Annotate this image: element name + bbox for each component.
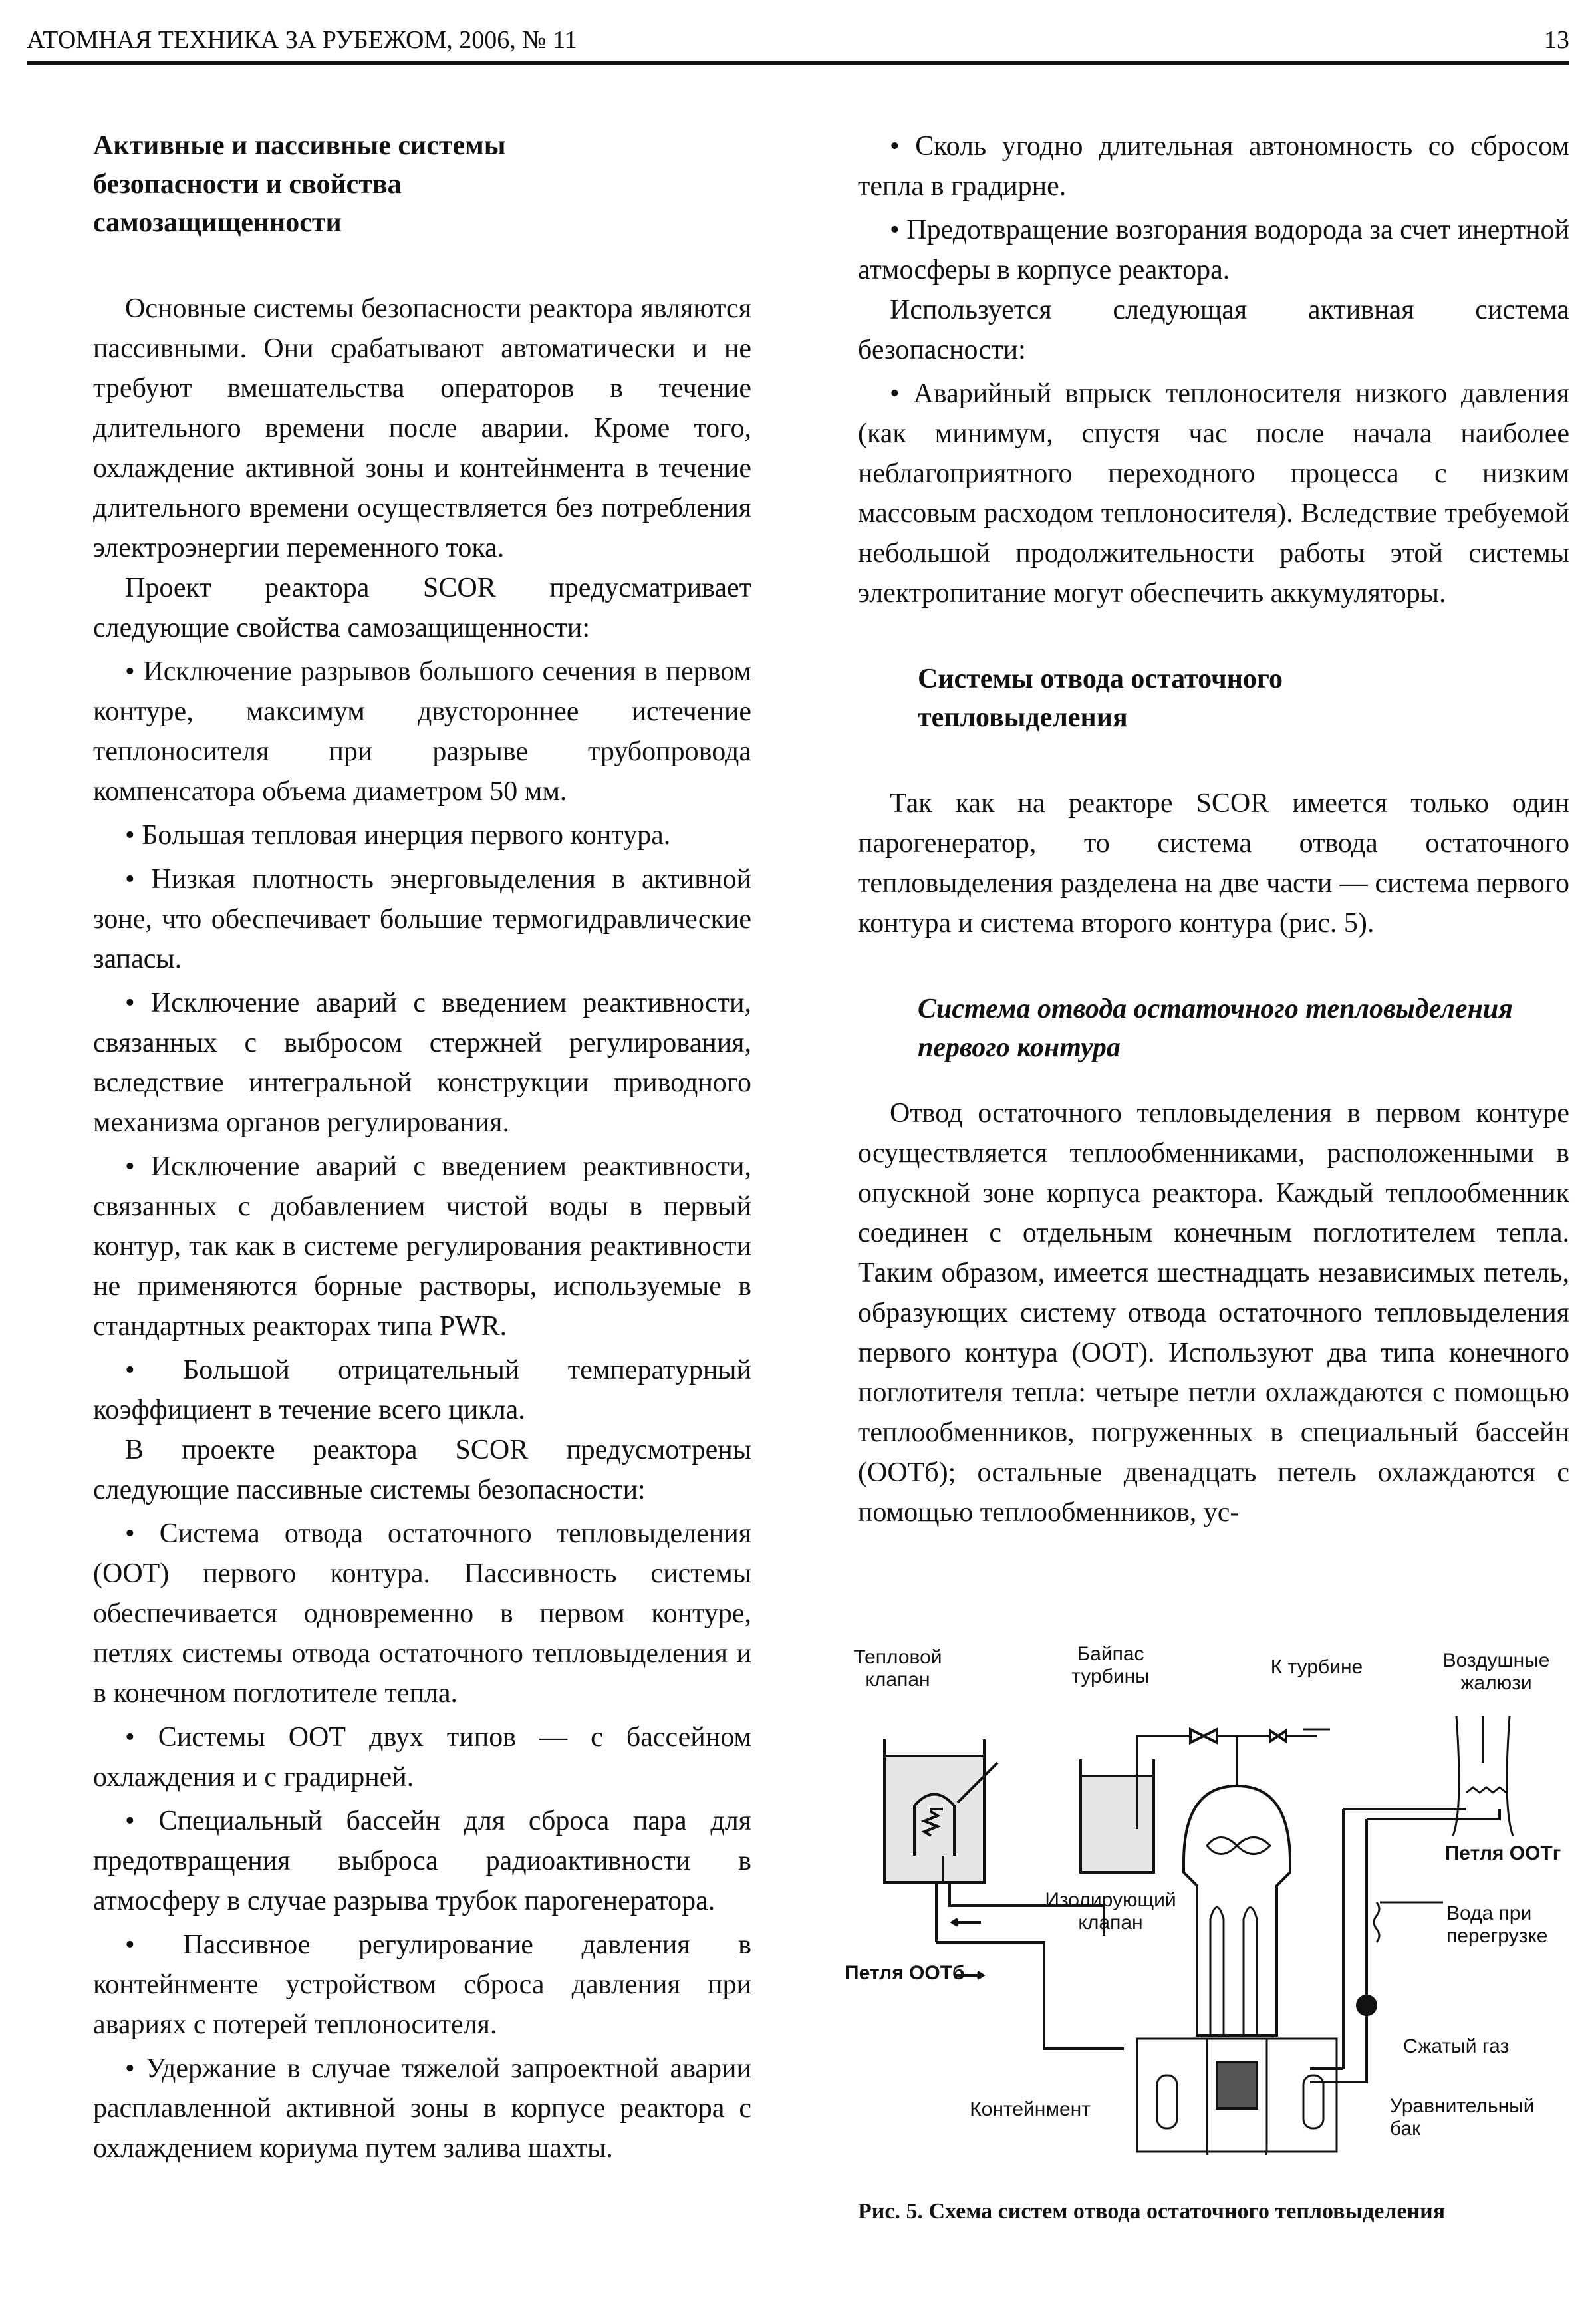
left-column: [93, 126, 751, 2168]
figure-caption: Рис. 5. Схема систем отвода остаточного тепловыделения: [858, 2199, 1446, 2224]
figure-5-diagram: [845, 1643, 1589, 2155]
bullet-item: • Система отвода остаточного тепловыделения (ООТ) первого контура. Пассивность системы обеспечивается одновременно в первом контуре, петлях системы отвода остаточного тепловыделения и в конечном поглотителе тепла.: [93, 1518, 751, 1709]
header-rule: [27, 61, 1569, 65]
label-isolating-valve: Изолирующий клапан: [1045, 1889, 1176, 1934]
subsection-heading-primary-loop: Система отвода остаточного тепловыделения первого контура: [918, 994, 1513, 1063]
bullet-item: • Исключение разрывов большого сечения в первом контуре, максимум двустороннее истечение теплоносителя при разрыве трубопровода компенсатора объема диаметром 50 мм.: [93, 656, 751, 807]
right-column: [858, 126, 1569, 1532]
label-thermal-valve: Тепловой клапан: [853, 1646, 942, 1691]
label-containment: Контейнмент: [970, 2098, 1091, 2120]
label-to-turbine: К турбине: [1270, 1656, 1363, 1678]
label-turbine-bypass: Байпас турбины: [1071, 1643, 1150, 1687]
bullet-item: • Большой отрицательный температурный коэффициент в течение всего цикла.: [93, 1355, 751, 1425]
reactor-schematic-icon: [845, 1643, 1589, 2155]
paragraph: Проект реактора SCOR предусматривает следующие свойства самозащищенности:: [93, 573, 751, 643]
label-refuel-water: Вода при перегрузке: [1446, 1902, 1548, 1947]
paragraph: Так как на реакторе SCOR имеется только один парогенератор, то система отвода остаточного тепловыделения разделена на две части — система первого контура и система второго контура (рис. 5).: [858, 788, 1569, 938]
paragraph: Основные системы безопасности реактора являются пассивными. Они срабатывают автоматически и не требуют вмешательства операторов в течение длительного времени после аварии. Кроме того, охлаждение активной зоны и контейнмента в течение длительного времени осуществляется без потребления электроэнергии переменного тока.: [93, 293, 751, 563]
bullet-item: • Большая тепловая инерция первого контура.: [125, 820, 671, 851]
bullet-item: • Сколь угодно длительная автономность со сбросом тепла в градирне.: [858, 131, 1569, 202]
bullet-item: • Низкая плотность энерговыделения в активной зоне, что обеспечивает большие термогидравлические запасы.: [93, 864, 751, 974]
label-loop-ootg: Петля ООТг: [1444, 1842, 1561, 1864]
bullet-item: • Предотвращение возгорания водорода за счет инертной атмосферы в корпусе реактора.: [858, 215, 1569, 285]
bullet-item: • Удержание в случае тяжелой запроектной аварии расплавленной активной зоны в корпусе реактора с охлаждением кориума путем залива шахты.: [93, 2053, 751, 2164]
journal-title: АТОМНАЯ ТЕХНИКА ЗА РУБЕЖОМ, 2006, № 11: [27, 26, 577, 54]
paragraph: В проекте реактора SCOR предусмотрены следующие пассивные системы безопасности:: [93, 1435, 751, 1505]
label-loop-ootb: Петля ООТб: [845, 1962, 965, 1984]
bullet-item: • Специальный бассейн для сброса пара для предотвращения выброса радиоактивности в атмосферу в случае разрыва трубок парогенератора.: [93, 1806, 751, 1916]
section-heading-residual-heat: Системы отвода остаточного тепловыделения: [918, 664, 1283, 733]
bullet-item: • Исключение аварий с введением реактивности, связанных с выбросом стержней регулирования, вследствие интегральной конструкции приводного механизма органов регулирования.: [93, 988, 751, 1138]
bullet-item: • Исключение аварий с введением реактивности, связанных с добавлением чистой воды в первый контур, так как в системе регулирования реактивности не применяются борные растворы, используемые в стандартных реакторах типа PWR.: [93, 1151, 751, 1342]
bullet-item: • Системы ООТ двух типов — с бассейном охлаждения и с градирней.: [93, 1722, 751, 1793]
bullet-item: • Пассивное регулирование давления в контейнменте устройством сброса давления при авариях с потерей теплоносителя.: [93, 1930, 751, 2040]
label-surge-tank: Уравнительный бак: [1390, 2095, 1535, 2140]
bullet-item: • Аварийный впрыск теплоносителя низкого давления (как минимум, спустя час после начала наиболее неблагоприятного переходного процесса с низким массовым расходом теплоносителя). Вследствие требуемой небольшой продолжительности работы этой системы электропитание могут обеспечить аккумуляторы.: [858, 378, 1569, 609]
running-header: [27, 25, 1569, 65]
page-number: 13: [1544, 26, 1569, 54]
label-air-louvers: Воздушные жалюзи: [1442, 1650, 1550, 1694]
paragraph: Отвод остаточного тепловыделения в первом контуре осуществляется теплообменниками, расположенными в опускной зоне корпуса реактора. Каждый теплообменник соединен с отдельным конечным поглотителем тепла. Таким образом, имеется шестнадцать независимых петель, образующих систему отвода остаточного тепловыделения первого контура (ООТ). Используют два типа конечного поглотителя тепла: четыре петли охлаждаются с помощью теплообменников, погруженных в специальный бассейн (ООТб); остальные двенадцать петель охлаждаются с помощью теплообменников, ус-: [858, 1098, 1569, 1528]
paragraph: Используется следующая активная система безопасности:: [858, 295, 1569, 365]
section-heading-safety: Активные и пассивные системы безопасности и свойства самозащищенности: [93, 130, 506, 238]
label-compressed-gas: Сжатый газ: [1403, 2035, 1510, 2057]
